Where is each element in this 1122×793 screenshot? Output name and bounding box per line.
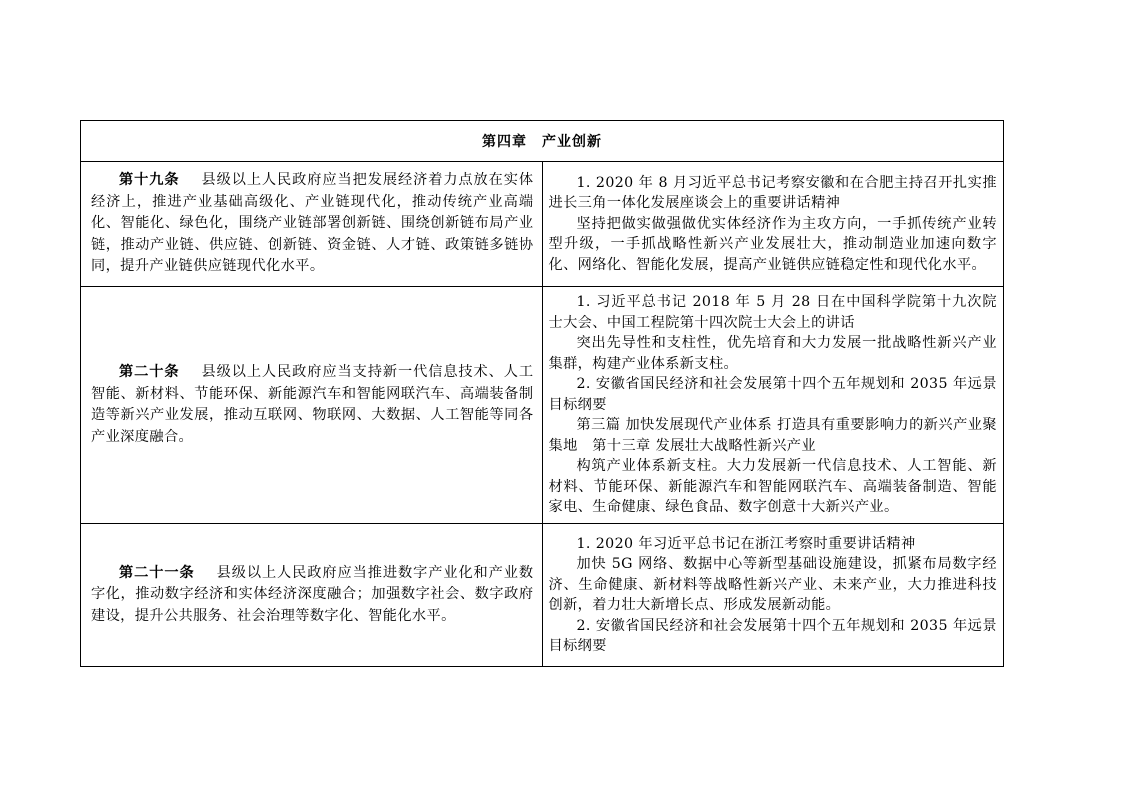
chapter-header-row [81,121,1004,162]
article-text: 县级以上人民政府应当推进数字产业化和产业数字化，推动数字经济和实体经济深度融合；加强数字社会、数字政府建设，提升公共服务、社会治理等数字化、智能化水平。 [91,564,534,624]
table-row [81,162,1004,287]
article-number: 第二十一条 [119,564,195,581]
article-text-block [91,563,534,628]
reference-text: 突出先导性和支柱性，优先培育和大力发展一批战略性新兴产业集群，构建产业体系新支柱。 [548,335,997,372]
reference-cell [542,524,1004,667]
chapter-title: 第四章 产业创新 [81,121,1004,162]
article-text-block [91,362,534,448]
reference-cell [542,162,1004,287]
regulation-table [80,120,1004,667]
article-cell [81,287,543,524]
reference-text: 构筑产业体系新支柱。大力发展新一代信息技术、人工智能、新材料、节能环保、新能源汽车和智能网联汽车、高端装备制造、智能家电、生命健康、绿色食品、数字创意十大新兴产业。 [548,458,997,516]
reference-text: 坚持把做实做强做优实体经济作为主攻方向，一手抓传统产业转型升级，一手抓战略性新兴产业发展壮大，推动制造业加速向数字化、网络化、智能化发展，提高产业链供应链稳定性和现代化水平。 [548,215,997,273]
reference-heading: 1. 2020 年习近平总书记在浙江考察时重要讲话精神 [576,535,916,552]
table-row [81,524,1004,667]
reference-cell [542,287,1004,524]
article-text-block [91,170,534,278]
article-cell [81,524,543,667]
reference-heading: 2. 安徽省国民经济和社会发展第十四个五年规划和 2035 年远景目标纲要 [548,376,997,413]
table-row [81,287,1004,524]
reference-text: 加快 5G 网络、数据中心等新型基础设施建设，抓紧布局数字经济、生命健康、新材料等战略性新兴产业、未来产业，大力推进科技创新，着力壮大新增长点、形成发展新动能。 [548,556,997,613]
article-text: 县级以上人民政府应当支持新一代信息技术、人工智能、新材料、节能环保、新能源汽车和智能网联汽车、高端装备制造等新兴产业发展，推动互联网、物联网、大数据、人工智能等同各产业深度融合。 [91,364,534,445]
reference-text: 第三篇 加快发展现代产业体系 打造具有重要影响力的新兴产业聚集地 第十三章 发展壮大战略性新兴产业 [548,417,997,454]
article-text: 县级以上人民政府应当把发展经济着力点放在实体经济上，推进产业基础高级化、产业链现代化，推动传统产业高端化、智能化、绿色化，围绕产业链部署创新链、围绕创新链布局产业链，推动产业链、供应链、创新链、资金链、人才链、政策链多链协同，提升产业链供应链现代化水平。 [91,172,534,275]
reference-heading: 2. 安徽省国民经济和社会发展第十四个五年规划和 2035 年远景目标纲要 [548,617,997,654]
reference-heading: 1. 2020 年 8 月习近平总书记考察安徽和在合肥主持召开扎实推进长三角一体化发展座谈会上的重要讲话精神 [548,174,997,212]
article-cell [81,162,543,287]
article-number: 第二十条 [119,364,180,380]
article-number: 第十九条 [119,172,180,189]
reference-heading: 1. 习近平总书记 2018 年 5 月 28 日在中国科学院第十九次院士大会、中国工程院第十四次院士大会上的讲话 [548,294,997,331]
